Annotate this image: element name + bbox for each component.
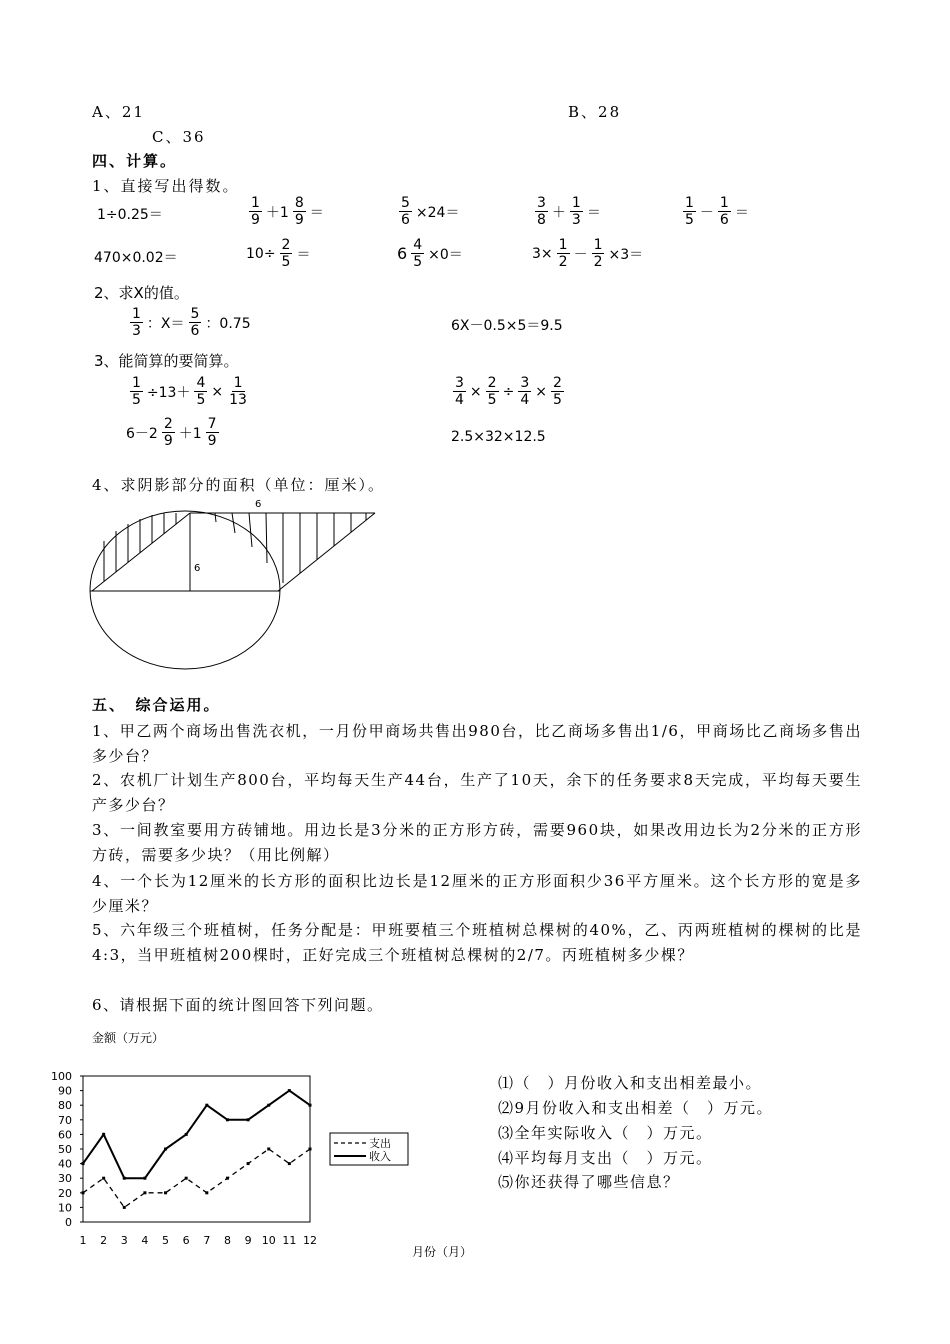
section4-title: 四、计算。 bbox=[92, 152, 178, 170]
x-tick-label: 4 bbox=[141, 1234, 149, 1245]
problem-1: 1、甲乙两个商场出售洗衣机，一月份甲商场共售出980台，比乙商场多售出1/6，甲商场比乙商场多售出多少台？ bbox=[92, 722, 862, 765]
x-tick-label: 9 bbox=[244, 1234, 252, 1245]
problem-3: 3、一间教室要用方砖铺地。用边长是3分米的正方形方砖，需要960块，如果改用边长为2分米的正方形方砖，需要多少块？（用比例解） bbox=[92, 821, 862, 864]
chart-question-4: ⑷平均每月支出（ ）万元。 bbox=[498, 1149, 713, 1167]
chart-question-3: ⑶全年实际收入（ ）万元。 bbox=[498, 1124, 713, 1142]
q3-title: 3、能简算的要简算。 bbox=[94, 352, 239, 370]
q2-title: 2、求X的值。 bbox=[94, 284, 189, 302]
chart-x-label: 月份（月） bbox=[412, 1245, 473, 1259]
q1-expr-6: 470×0.02＝ bbox=[94, 250, 178, 266]
y-tick-label: 60 bbox=[58, 1128, 72, 1142]
x-tick-label: 6 bbox=[182, 1234, 190, 1245]
q4-title: 4、求阴影部分的面积（单位：厘米）。 bbox=[92, 476, 386, 494]
y-tick-label: 40 bbox=[58, 1157, 72, 1171]
q1-expr-8: 6 $\frac{4}{5}$ ×0＝ bbox=[397, 237, 463, 270]
x-tick-label: 7 bbox=[203, 1234, 211, 1245]
data-point bbox=[185, 1133, 188, 1136]
q2-expr-1: $\frac{1}{3}$ ：X＝ $\frac{5}{6}$ ：0.75 bbox=[132, 306, 251, 339]
q1-expr-3: $\frac{5}{6}$ ×24＝ bbox=[401, 195, 460, 228]
x-tick-label: 8 bbox=[223, 1234, 231, 1245]
shaded-area-figure bbox=[80, 495, 390, 680]
problem-5: 5、六年级三个班植树，任务分配是：甲班要植三个班植树总棵树的40%，乙、丙两班植树的棵树的比是4:3，当甲班植树200棵时，正好完成三个班植树总棵树的2/7。丙班植树多少棵？ bbox=[92, 921, 862, 964]
data-point bbox=[226, 1177, 229, 1180]
x-tick-label: 3 bbox=[120, 1234, 128, 1245]
q1-title: 1、直接写出得数。 bbox=[92, 177, 240, 195]
data-point bbox=[247, 1118, 250, 1121]
chart-question-5: ⑸你还获得了哪些信息？ bbox=[498, 1173, 680, 1191]
y-tick-label: 20 bbox=[58, 1186, 72, 1200]
figure-label-top: 6 bbox=[255, 499, 262, 510]
data-point bbox=[102, 1177, 105, 1180]
q1-expr-7: 10÷ $\frac{2}{5}$ ＝ bbox=[246, 237, 311, 270]
series-line-支出 bbox=[83, 1149, 310, 1207]
y-tick-label: 100 bbox=[51, 1070, 72, 1083]
choice-b: B、28 bbox=[568, 103, 622, 121]
data-point bbox=[123, 1177, 126, 1180]
data-point bbox=[247, 1162, 250, 1165]
y-tick-label: 80 bbox=[58, 1099, 72, 1113]
problem-2: 2、农机厂计划生产800台，平均每天生产44台，生产了10天，余下的任务要求8天完成，平均每天要生产多少台？ bbox=[92, 771, 862, 814]
data-point bbox=[205, 1104, 208, 1107]
q3-expr-4: 2.5×32×12.5 bbox=[451, 429, 546, 445]
q1-expr-2: $\frac{1}{9}$ ＋1 $\frac{8}{9}$ ＝ bbox=[251, 195, 324, 228]
x-tick-label: 10 bbox=[261, 1234, 276, 1245]
x-tick-label: 11 bbox=[282, 1234, 297, 1245]
data-point bbox=[309, 1104, 312, 1107]
series-line-收入 bbox=[83, 1091, 310, 1179]
income-expense-chart bbox=[40, 1060, 440, 1245]
data-point bbox=[267, 1104, 270, 1107]
data-point bbox=[123, 1206, 126, 1209]
chart-y-label: 金额（万元） bbox=[92, 1031, 165, 1045]
data-point bbox=[82, 1162, 85, 1165]
data-point bbox=[164, 1148, 167, 1151]
data-point bbox=[288, 1162, 291, 1165]
y-tick-label: 30 bbox=[58, 1172, 72, 1186]
x-tick-label: 12 bbox=[303, 1234, 317, 1245]
x-tick-label: 2 bbox=[100, 1234, 108, 1245]
data-point bbox=[102, 1133, 105, 1136]
problem-4: 4、一个长为12厘米的长方形的面积比边长是12厘米的正方形面积少36平方厘米。这个长方形的宽是多少厘米？ bbox=[92, 872, 862, 915]
legend-label: 支出 bbox=[369, 1137, 391, 1150]
chart-question-1: ⑴（ ）月份收入和支出相差最小。 bbox=[498, 1074, 763, 1092]
data-point bbox=[82, 1191, 85, 1194]
chart-question-2: ⑵9月份收入和支出相差（ ）万元。 bbox=[498, 1099, 774, 1117]
q1-expr-1: 1÷0.25＝ bbox=[97, 207, 163, 223]
q1-expr-4: $\frac{3}{8}$ ＋ $\frac{1}{3}$ ＝ bbox=[537, 195, 601, 228]
choice-a: A、21 bbox=[92, 103, 145, 121]
q2-expr-2: 6X－0.5×5＝9.5 bbox=[451, 318, 563, 334]
data-point bbox=[164, 1191, 167, 1194]
data-point bbox=[309, 1148, 312, 1151]
figure-label-height: 6 bbox=[194, 563, 201, 574]
q1-expr-5: $\frac{1}{5}$ － $\frac{1}{6}$ ＝ bbox=[685, 195, 749, 228]
data-point bbox=[185, 1177, 188, 1180]
problem-6: 6、请根据下面的统计图回答下列问题。 bbox=[92, 996, 384, 1014]
plot-frame bbox=[83, 1076, 310, 1222]
y-tick-label: 50 bbox=[58, 1143, 72, 1156]
data-point bbox=[205, 1191, 208, 1194]
data-point bbox=[143, 1191, 146, 1194]
q3-expr-2: $\frac{3}{4}$ × $\frac{2}{5}$ ÷ $\frac{3}{4}$ × $\frac{2}{5}$ bbox=[455, 375, 562, 408]
q3-expr-3: 6－2 $\frac{2}{9}$ ＋1 $\frac{7}{9}$ bbox=[126, 416, 217, 449]
x-tick-label: 5 bbox=[162, 1234, 170, 1245]
data-point bbox=[143, 1177, 146, 1180]
data-point bbox=[226, 1118, 229, 1121]
y-tick-label: 10 bbox=[58, 1201, 72, 1215]
data-point bbox=[267, 1148, 270, 1151]
x-tick-label: 1 bbox=[79, 1234, 87, 1245]
choice-c: C、36 bbox=[152, 128, 206, 146]
section5-title: 五、 综合运用。 bbox=[92, 696, 221, 714]
q3-expr-1: $\frac{1}{5}$ ÷13＋ $\frac{4}{5}$ × $\frac{1}{13}$ bbox=[132, 375, 247, 408]
legend-label: 收入 bbox=[369, 1150, 391, 1163]
data-point bbox=[288, 1089, 291, 1092]
y-tick-label: 90 bbox=[58, 1084, 72, 1098]
y-tick-label: 0 bbox=[65, 1216, 72, 1229]
y-tick-label: 70 bbox=[58, 1113, 72, 1127]
q1-expr-9: 3× $\frac{1}{2}$ － $\frac{1}{2}$ ×3＝ bbox=[532, 237, 644, 270]
